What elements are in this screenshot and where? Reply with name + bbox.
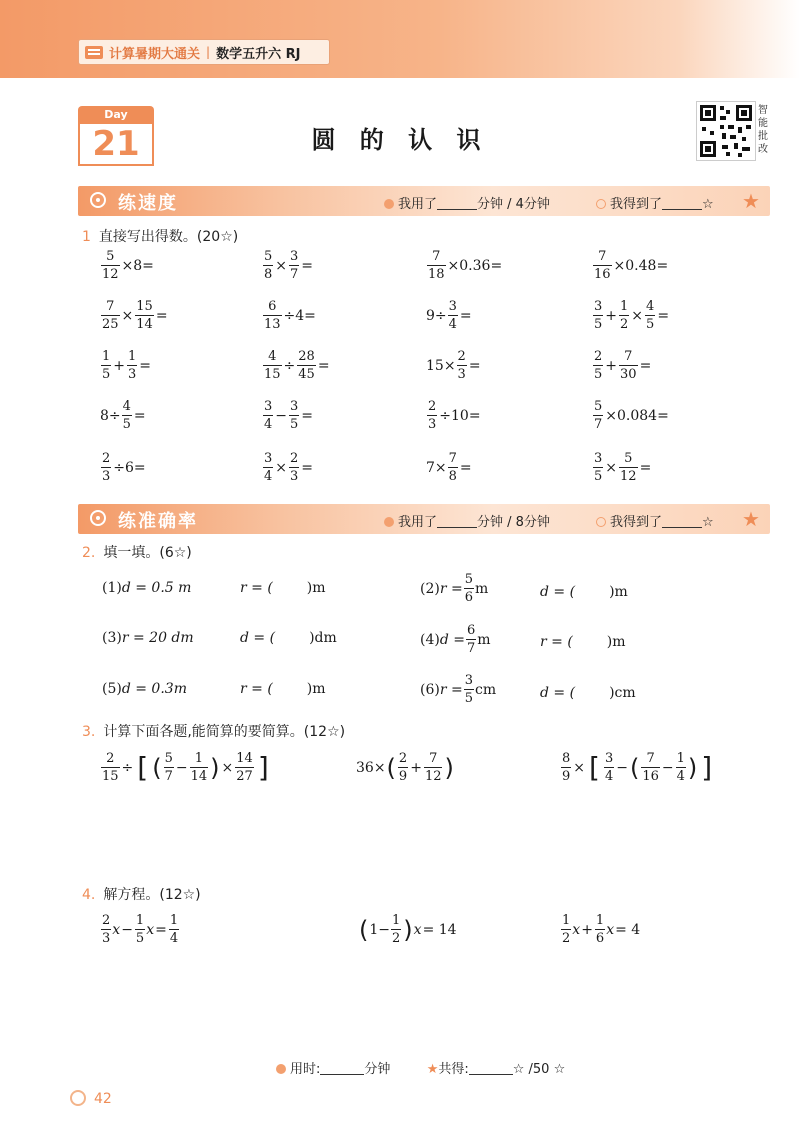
ask-close: )m [306, 580, 326, 596]
fraction: $\frac{3}{5}$ [594, 299, 603, 332]
ask-close: )m [606, 634, 626, 650]
q2-answer-3[interactable] [240, 630, 337, 646]
q1-item: $\frac{7}{25}$ × $\frac{15}{14}$ = [102, 299, 168, 332]
question-number: 2. [82, 545, 96, 561]
question-number: 4. [82, 887, 96, 903]
qr-char: 能 [758, 118, 768, 129]
item-label: (3) [102, 630, 122, 646]
q2-item-6 [420, 674, 496, 705]
qr-char: 改 [758, 144, 768, 155]
fraction: $\frac{2}{5}$ [594, 349, 603, 382]
stopwatch-icon [90, 192, 106, 208]
item-label: (5) [102, 681, 122, 697]
fraction: $\frac{2}{3}$ [102, 451, 111, 484]
footer-summary [276, 1058, 565, 1077]
check-icon [596, 517, 606, 527]
unit: cm [475, 681, 497, 698]
question-text: 解方程。(12☆) [103, 887, 201, 903]
q2-item-4 [420, 624, 491, 655]
fraction: $\frac{3}{7}$ [290, 249, 299, 282]
fraction: $\frac{3}{5}$ [464, 673, 473, 706]
fraction: $\frac{5}{12}$ [620, 451, 637, 484]
q1-item: 15× $\frac{2}{3}$ = [426, 349, 481, 382]
series-name: 计算暑期大通关 [109, 46, 201, 62]
q1-item: $\frac{2}{3}$ ÷10= [428, 399, 481, 432]
time-prefix: 用时: [290, 1062, 321, 1077]
q4-eq-a: $\frac{2}{3}$ x − $\frac{1}{5}$ x = $\frac{1}{4}$ [102, 913, 179, 946]
fraction: $\frac{7}{25}$ [102, 299, 119, 332]
q3-expr-a: $\frac{2}{15}$ ÷ [ ( $\frac{5}{7}$ − $\frac{1}{14}$ ) × $\frac{14}{27}$ ] [102, 750, 269, 784]
day-badge [78, 106, 154, 166]
qr-code-icon[interactable] [696, 101, 756, 161]
grade-label: 数学五升六 RJ [216, 46, 301, 62]
given-value: r = 20 dm [121, 630, 194, 646]
question-1 [82, 226, 238, 246]
time-used [384, 511, 550, 530]
ask-open: r = ( [540, 634, 573, 650]
q2-item-1 [102, 580, 191, 596]
question-text: 填一填。(6☆) [103, 545, 192, 561]
question-text: 计算下面各题,能简算的要简算。(12☆) [103, 724, 346, 740]
fraction: $\frac{6}{7}$ [467, 623, 476, 656]
hand-icon [384, 517, 394, 527]
fraction: $\frac{4}{15}$ [264, 349, 281, 382]
q3-expr-c: $\frac{8}{9}$ × [ $\frac{3}{4}$ − ( $\frac{7}{16}$ − $\frac{1}{4}$ ) ] [562, 750, 713, 784]
fraction: $\frac{3}{5}$ [594, 451, 603, 484]
total-suffix: ☆ /50 ☆ [512, 1062, 566, 1077]
fraction: $\frac{28}{45}$ [298, 349, 315, 382]
q1-item: $\frac{3}{4}$ − $\frac{3}{5}$ = [264, 399, 314, 432]
q1-item: $\frac{3}{5}$ × $\frac{5}{12}$ = [594, 451, 652, 484]
fraction: $\frac{7}{16}$ [594, 249, 611, 282]
q1-item: $\frac{2}{5}$ + $\frac{7}{30}$ = [594, 349, 652, 382]
given-value: d = 0.3m [121, 681, 187, 697]
question-3 [82, 721, 345, 741]
check-icon [596, 199, 606, 209]
sun-icon [70, 1090, 86, 1106]
time-prefix: 我用了 [398, 515, 438, 530]
day-number: 21 [78, 124, 154, 166]
q1-item: 7× $\frac{7}{8}$ = [426, 451, 472, 484]
question-2 [82, 542, 192, 562]
fraction: $\frac{7}{18}$ [428, 249, 445, 282]
section-title: 练准确率 [118, 511, 198, 532]
question-number: 1 [82, 229, 91, 245]
q2-item-5 [102, 681, 187, 697]
fraction: $\frac{6}{13}$ [264, 299, 281, 332]
fraction: $\frac{3}{4}$ [264, 451, 273, 484]
q1-item: $\frac{1}{5}$ + $\frac{1}{3}$ = [102, 349, 152, 382]
ask-open: d = ( [540, 685, 576, 701]
total-prefix: 共得: [438, 1062, 469, 1077]
fraction: $\frac{4}{5}$ [646, 299, 655, 332]
qr-side-text [758, 104, 772, 156]
q1-item: $\frac{5}{8}$ × $\frac{3}{7}$ = [264, 249, 314, 282]
fraction: $\frac{15}{14}$ [136, 299, 153, 332]
q1-item: $\frac{7}{18}$ ×0.36= [428, 249, 503, 282]
q1-item: $\frac{6}{13}$ ÷4= [264, 299, 316, 332]
score-suffix: ☆ [702, 515, 714, 530]
q1-item: $\frac{3}{5}$ + $\frac{1}{2}$ × $\frac{4}{5}$ = [594, 299, 670, 332]
score-got [596, 193, 714, 212]
q1-item: $\frac{5}{7}$ ×0.084= [594, 399, 669, 432]
section-title: 练速度 [118, 193, 178, 214]
clock-icon [276, 1064, 286, 1074]
unit: m [477, 631, 491, 648]
score-prefix: 我得到了 [610, 197, 663, 212]
ask-close: )m [306, 681, 326, 697]
item-label: (1) [102, 580, 122, 596]
star-icon: ★ [742, 507, 760, 531]
question-number: 3. [82, 724, 96, 740]
fraction: $\frac{3}{4}$ [264, 399, 273, 432]
fraction: $\frac{2}{3}$ [457, 349, 466, 382]
fraction: $\frac{4}{5}$ [122, 399, 131, 432]
book-icon [85, 46, 103, 59]
fraction: $\frac{5}{6}$ [464, 572, 473, 605]
day-label: Day [78, 106, 154, 124]
fraction: $\frac{3}{5}$ [290, 399, 299, 432]
ask-open: d = ( [540, 584, 576, 600]
given-prefix: d = [439, 631, 465, 648]
time-suffix: 分钟 / 4分钟 [477, 197, 550, 212]
q1-item: 9÷ $\frac{3}{4}$ = [426, 299, 472, 332]
fraction: $\frac{5}{8}$ [264, 249, 273, 282]
q2-item-3 [102, 630, 194, 646]
score-suffix: ☆ [702, 197, 714, 212]
q1-item: 8÷ $\frac{4}{5}$ = [100, 399, 146, 432]
unit: m [475, 580, 489, 597]
fraction: $\frac{2}{3}$ [290, 451, 299, 484]
given-prefix: r = [439, 580, 463, 597]
qr-char: 智 [758, 105, 768, 116]
fraction: $\frac{1}{3}$ [128, 349, 137, 382]
q1-item: $\frac{5}{12}$ ×8= [102, 249, 154, 282]
time-used [384, 193, 550, 212]
fraction: $\frac{2}{3}$ [428, 399, 437, 432]
fraction: $\frac{3}{4}$ [448, 299, 457, 332]
header-tag [78, 39, 330, 65]
target-icon [90, 510, 106, 526]
fraction: $\frac{5}{12}$ [102, 249, 119, 282]
fraction: $\frac{7}{8}$ [448, 451, 457, 484]
total-blank[interactable] [469, 1062, 513, 1075]
item-label: (6) [420, 681, 440, 698]
q2-answer-6[interactable] [540, 685, 636, 701]
q2-answer-4[interactable] [540, 634, 626, 650]
page-number [70, 1090, 112, 1107]
ask-open: r = ( [240, 580, 273, 596]
score-prefix: 我得到了 [610, 515, 663, 530]
time-suffix: 分钟 [364, 1062, 391, 1077]
fraction: $\frac{7}{30}$ [620, 349, 637, 382]
ask-open: r = ( [240, 681, 273, 697]
header-separator: | [206, 45, 211, 59]
section-bar-speed [78, 186, 770, 216]
time-prefix: 我用了 [398, 197, 438, 212]
q2-answer-5[interactable] [240, 681, 326, 697]
score-blank[interactable] [662, 197, 702, 210]
item-label: (2) [420, 580, 440, 597]
fraction: $\frac{1}{2}$ [620, 299, 629, 332]
q1-item: $\frac{3}{4}$ × $\frac{2}{3}$ = [264, 451, 314, 484]
given-prefix: r = [439, 681, 463, 698]
page-number-text: 42 [94, 1091, 112, 1107]
page-title: 圆 的 认 识 [311, 126, 489, 154]
fraction: $\frac{5}{7}$ [594, 399, 603, 432]
fraction: $\frac{1}{5}$ [102, 349, 111, 382]
q1-item: $\frac{7}{16}$ ×0.48= [594, 249, 669, 282]
score-blank[interactable] [662, 515, 702, 528]
ask-close: )cm [609, 685, 636, 701]
q2-answer-2[interactable] [540, 584, 628, 600]
question-text: 直接写出得数。(20☆) [98, 229, 239, 245]
score-got [596, 511, 714, 530]
question-4 [82, 884, 201, 904]
ask-close: )m [609, 584, 628, 600]
time-blank[interactable] [437, 515, 477, 528]
item-label: (4) [420, 631, 440, 648]
time-suffix: 分钟 / 8分钟 [477, 515, 550, 530]
star-icon: ★ [742, 189, 760, 213]
q3-expr-b: 36× ( $\frac{2}{9}$ + $\frac{7}{12}$ ) [356, 751, 454, 784]
q4-eq-c: $\frac{1}{2}$ x + $\frac{1}{6}$ x = 4 [562, 913, 641, 946]
given-value: d = 0.5 m [121, 580, 192, 596]
q1-item: $\frac{4}{15}$ ÷ $\frac{28}{45}$ = [264, 349, 330, 382]
q2-item-2 [420, 573, 488, 604]
q4-eq-b: ( 1− $\frac{1}{2}$ ) x = 14 [359, 913, 457, 946]
hand-icon [384, 199, 394, 209]
time-blank[interactable] [437, 197, 477, 210]
star-icon: ★ [426, 1062, 439, 1077]
qr-char: 批 [758, 131, 768, 142]
section-bar-accuracy [78, 504, 770, 534]
q2-answer-1[interactable] [240, 580, 326, 596]
q1-item: $\frac{2}{3}$ ÷6= [102, 451, 146, 484]
ask-close: )dm [309, 630, 337, 646]
ask-open: d = ( [240, 630, 276, 646]
time-total-blank[interactable] [320, 1062, 364, 1075]
